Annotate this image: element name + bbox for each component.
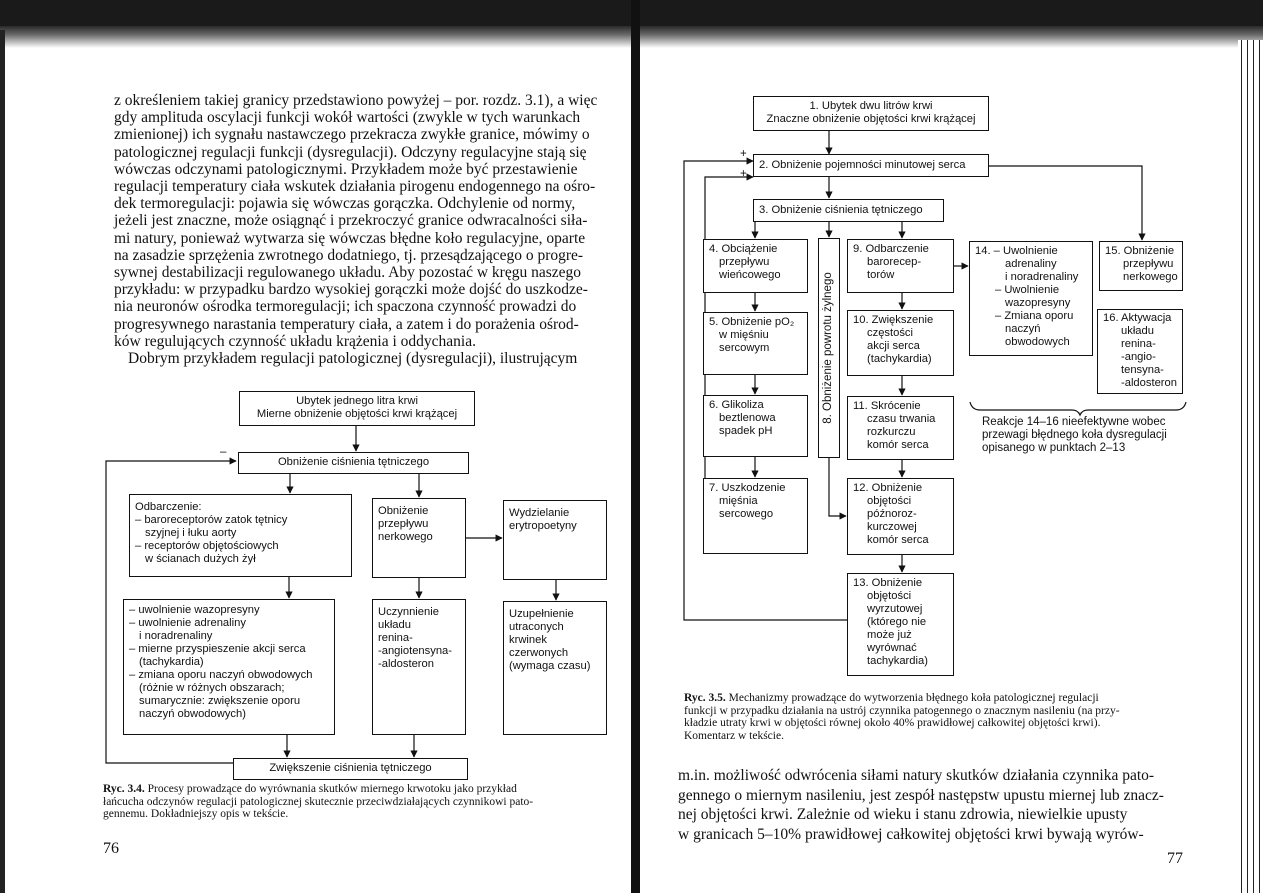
box-line: 3. Obniżenie ciśnienia tętniczego [759, 204, 923, 216]
box-line: – Zmiana oporu [995, 310, 1074, 322]
box-line: Ubytek jednego litra krwi [296, 395, 418, 407]
text-line: Dobrym przykładem regulacji patologicznej (dysregulacji), ilustrującym [128, 350, 578, 368]
box-line: -aldosteron [1121, 377, 1177, 389]
text-line: jeżeli jest znaczne, może osiągnąć i przekroczyć granice odwracalności siła- [114, 212, 588, 230]
box-line: naczyń [1005, 323, 1041, 335]
box-line: późnoroz- [867, 508, 917, 520]
box-16-raas [1097, 309, 1183, 394]
box-line: nerkowego [1123, 271, 1178, 283]
box-line: może już [867, 629, 912, 641]
box-14-catecholamines [969, 241, 1093, 356]
box-10-tachycardia [847, 310, 954, 376]
box-line: -angio- [1121, 351, 1156, 363]
box-line: mięśnia [719, 495, 758, 507]
note-line: opisanego w punktach 2–13 [982, 442, 1126, 454]
box-line: przepływu [719, 256, 770, 268]
box-line: czerwonych [509, 647, 569, 659]
box-8-label: 8. Obniżenie powrotu żylnego [822, 272, 834, 424]
text-line: nej objętości krwi. Zależnie od wieku i stanu zdrowia, niewielkie upusty [678, 806, 1128, 823]
positive-feedback-sign: + [740, 168, 747, 180]
box-line: wazopresyny [1005, 297, 1071, 309]
box-line: – uwolnienie adrenaliny [129, 617, 246, 629]
box-9-baroreceptor-unloading [847, 239, 954, 293]
positive-feedback-sign: + [740, 148, 747, 160]
box-line: Odbarczenie: [135, 501, 202, 513]
caption-line: gennemu. Dokładniejszy opis w tekście. [103, 808, 289, 820]
box-line: (którego nie [867, 616, 927, 628]
box-line: układu [1121, 325, 1154, 337]
caption-text: Procesy prowadzące do wyrównania skutków miernego krwotoku jako przykład [147, 783, 517, 795]
box-line: 4. Obciążenie [709, 243, 778, 255]
box-line: komór serca [867, 439, 929, 451]
box-line: 11. Skrócenie [853, 400, 921, 412]
box-line: – zmiana oporu naczyń obwodowych [129, 669, 313, 681]
text-line: nia neuronów ośrodka termoregulacji; ich spaczona czynność prowadzi do [114, 298, 577, 316]
box-line: obwodowych [1005, 336, 1070, 348]
text-line: dek termoregulacji: pojawia się wówczas gorączka. Odchylenie od normy, [114, 195, 576, 213]
box-line: – mierne przyspieszenie akcji serca [129, 643, 306, 655]
box-line: wyrównać [867, 642, 917, 654]
box-line: Obniżenie ciśnienia tętniczego [277, 456, 430, 468]
box-line: Wydzielanie [509, 507, 570, 519]
box-line: i noradrenaliny [1005, 271, 1079, 283]
caption-line: funkcji w przypadku działania na ustrój czynnika patogennego o znacznym nasileniu (na przy- [684, 704, 1120, 717]
text-line: m.in. możliwość odwrócenia siłami natury skutków działania czynnika pato- [678, 767, 1155, 784]
box-line: renina- [378, 632, 413, 644]
text-line: zmienionej) ich sygnału nastawczego przekracza zwykłe granice, mówimy o [114, 126, 590, 144]
box-line: akcji serca [867, 340, 920, 352]
box-line: -aldosteron [378, 658, 434, 670]
box-line: adrenaliny [1005, 258, 1057, 270]
box-line: tensyna- [1121, 364, 1164, 376]
box-line: 6. Glikoliza [709, 399, 764, 411]
box-line: – receptorów objętościowych [135, 540, 279, 552]
box-line: i noradrenaliny [139, 630, 213, 642]
box-line: czasu trwania [867, 413, 936, 425]
page-number-right: 77 [1167, 850, 1183, 867]
box-line: szyjnej i łuku aorty [145, 527, 237, 539]
box-line: barorecep- [867, 256, 922, 268]
text-line: przykładu: w przypadku bardzo wysokiej gorączki może dojść do uszkodze- [114, 281, 588, 299]
box-line: naczyń obwodowych) [139, 708, 246, 720]
box-line: (wymaga czasu) [509, 660, 591, 672]
box-line: Mierne obniżenie objętości krwi krążącej [256, 408, 458, 420]
box-line: wieńcowego [719, 269, 781, 281]
text-line: progresywnego narastania temperatury ciała, a zatem i do porażenia ośrod- [114, 315, 579, 333]
box-12-end-diastolic-volume [847, 478, 954, 555]
box-7-myocardial-damage [703, 478, 808, 554]
box-line: w mięśniu [719, 329, 769, 341]
box-line: (tachykardia) [139, 656, 204, 668]
text-line: regulacji temperatury ciała wskutek działania pirogenu endogennego na ośro- [114, 178, 596, 196]
box-line: 15. Obniżenie [1105, 245, 1175, 257]
box-line: układu [378, 619, 411, 631]
box-line: spadek pH [719, 425, 773, 437]
box-line: utraconych [509, 621, 564, 633]
box-line: 2. Obniżenie pojemności minutowej serca [759, 159, 966, 171]
box-4-coronary-flow [703, 239, 808, 293]
caption-line: Komentarz w tekście. [684, 729, 784, 742]
box-line: torów [867, 269, 895, 281]
box-line: nerkowego [378, 531, 433, 543]
box-line: (tachykardia) [867, 353, 932, 365]
box-line: Znaczne obniżenie objętości krwi krążącej [766, 113, 976, 125]
box-line: 9. Odbarczenie [853, 243, 929, 255]
text-line: ków regulujących czynność układu krążenia i oddychania. [114, 332, 476, 350]
caption-line: łańcucha odczynów regulacji patologicznej skutecznie przeciwdziałających czynnikowi pato- [103, 795, 534, 808]
box-line: beztlenowa [719, 412, 776, 424]
box-line: przepływu [1123, 258, 1174, 270]
box-11-diastole-shortening [847, 396, 954, 460]
box-line: Obniżenie [378, 505, 429, 517]
box-line: 12. Obniżenie [853, 482, 923, 494]
box-line: – Uwolnienie [995, 284, 1060, 296]
box-13-stroke-volume [847, 573, 954, 676]
box-line: Zwiększenie ciśnienia tętniczego [269, 762, 432, 774]
text-line: z określeniem takiej granicy przedstawiono powyżej – por. rozdz. 3.1), a więc [114, 92, 598, 109]
text-line: mi natury, ponieważ wytwarza się wówczas błędne koło regulacyjne, oparte [114, 229, 586, 247]
box-line: – baroreceptorów zatok tętnicy [135, 514, 288, 526]
box-line: renina- [1121, 338, 1156, 350]
text-line: wówczas odczynami patologicznymi. Przykładem może być przestawienie [114, 160, 578, 178]
box-6-glycolysis [703, 395, 808, 457]
box-line: kurczowej [867, 521, 917, 533]
box-15-renal-flow [1099, 241, 1183, 291]
box-5-po2-drop [703, 312, 808, 375]
box-line: sercowego [719, 508, 774, 520]
box-line: krwinek [509, 634, 547, 646]
box-2-cardiac-output-drop [753, 154, 989, 177]
box-line: 16. Aktywacja [1103, 312, 1172, 324]
box-line: 7. Uszkodzenie [709, 482, 786, 494]
box-line: przepływu [378, 518, 429, 530]
ineffective-reactions-note [982, 416, 1187, 455]
box-line: objętości [867, 590, 912, 602]
box-line: Uzupełnienie [509, 608, 574, 620]
right-page-body-text [678, 766, 1186, 844]
text-line: w granicach 5–10% prawidłowej całkowitej objętości krwi bywają wyrów- [678, 825, 1144, 843]
box-line: objętości [867, 495, 912, 507]
text-line: gdy amplituda oscylacji funkcji wokół wartości (zwykle w tych warunkach [114, 109, 581, 127]
box-line: 13. Obniżenie [853, 577, 923, 589]
figure-caption-3-5 [684, 692, 1186, 742]
box-line: erytropoetyny [509, 520, 577, 532]
text-line: na zasadzie sprzężenia zwrotnego dodatniego, tj. przesądzającego o progre- [114, 246, 584, 264]
box-1-blood-loss-2l [753, 96, 989, 131]
box-line: w ścianach dużych żył [145, 553, 256, 565]
caption-text: Mechanizmy prowadzące do wytworzenia błędnego koła patologicznej regulacji [728, 692, 1099, 704]
box-line: komór serca [867, 534, 929, 546]
box-line: rozkurczu [867, 426, 916, 438]
box-line: Uczynnienie [378, 606, 439, 618]
box-line: -angiotensyna- [378, 645, 453, 657]
caption-label: Ryc. 3.4. [103, 783, 145, 795]
caption-line [684, 692, 1186, 705]
box-line: sumarycznie: zwiększenie oporu [139, 695, 301, 707]
text-line: gennego o miernym nasileniu, jest zespół następstw upustu miernej lub znacz- [678, 786, 1164, 804]
text-line: sywnej destabilizacji regulowanego układu. Aby pozostać w kręgu naszego [114, 264, 582, 282]
box-line: wyrzutowej [867, 603, 923, 615]
box-line: – uwolnienie wazopresyny [129, 604, 260, 616]
box-line: tachykardia) [867, 655, 928, 667]
box-line: sercowym [719, 342, 770, 354]
box-line: 14. – Uwolnienie [975, 245, 1058, 257]
box-3-pressure-drop [753, 199, 944, 222]
box-line: częstości [867, 327, 914, 339]
negative-feedback-sign: – [220, 446, 227, 458]
box-line: 5. Obniżenie pO₂ [709, 316, 795, 328]
caption-line: kładzie utraty krwi w objętości równej około 40% prawidłowej całkowitej objętości krwi). [684, 717, 1101, 729]
box-line: 10. Zwiększenie [853, 314, 934, 326]
text-line: patologicznej regulacji funkcji (dysregulacji). Odczyny regulacyjne stają się [114, 143, 587, 161]
box-line: (różnie w różnych obszarach; [139, 682, 285, 694]
page-number-left: 76 [103, 840, 119, 857]
note-line: Reakcje 14–16 nieefektywne wobec [982, 416, 1166, 428]
box-line: 1. Ubytek dwu litrów krwi [809, 100, 933, 112]
note-line: przewagi błędnego koła dysregulacji [982, 429, 1167, 441]
caption-label: Ryc. 3.5. [684, 692, 726, 704]
